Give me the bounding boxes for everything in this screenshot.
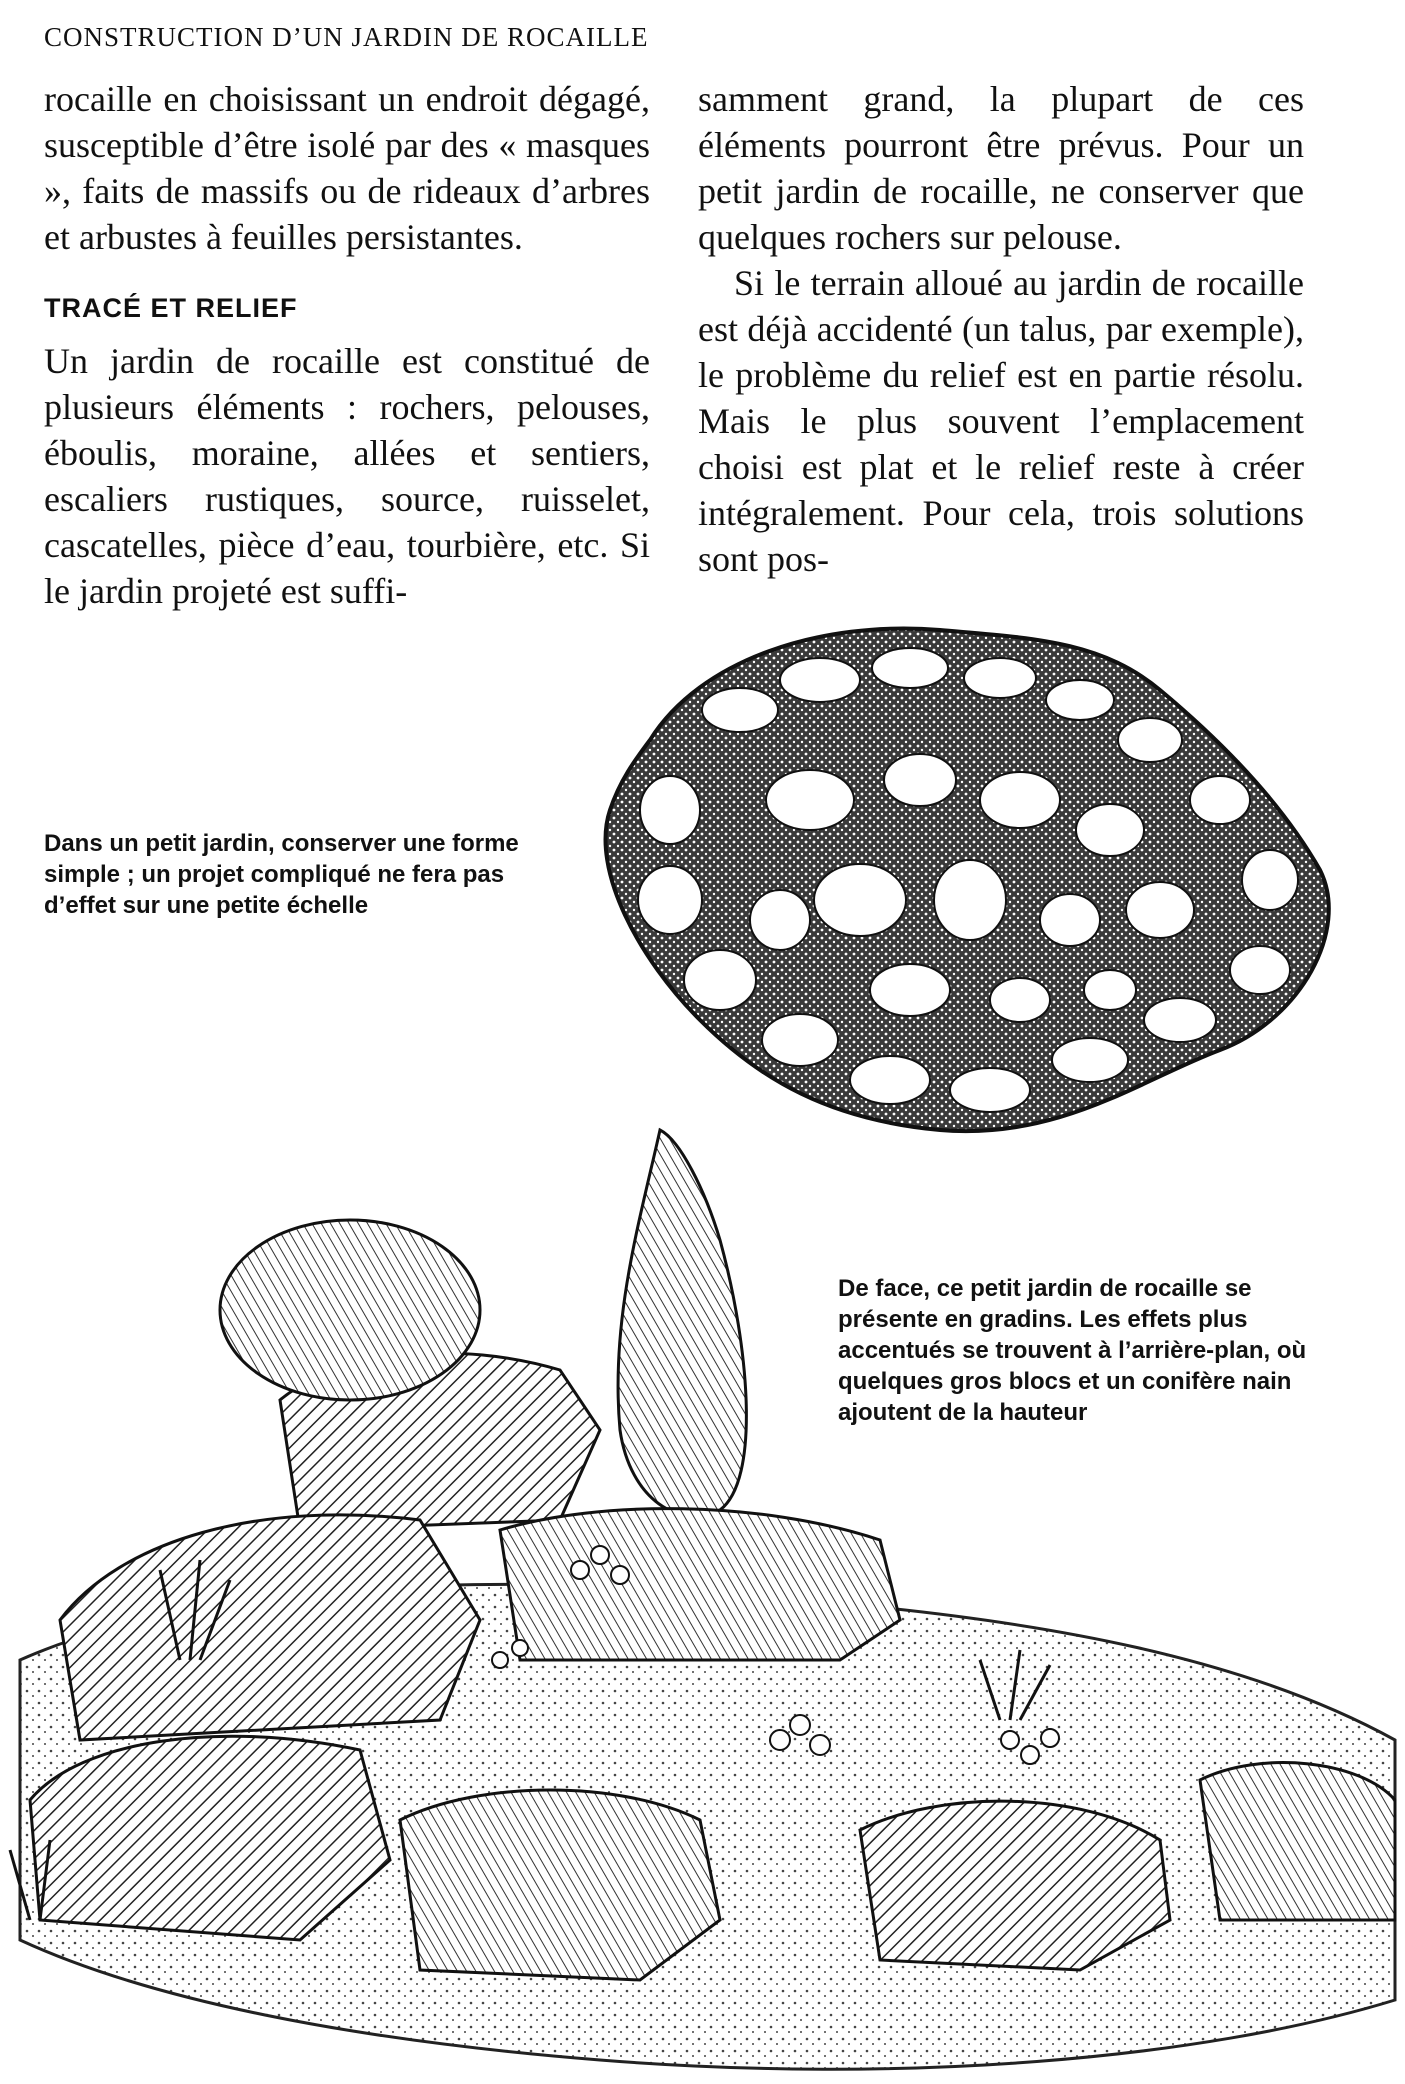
figure-caption-plan: Dans un petit jardin, conserver une forme simple ; un projet compliqué ne fera pas d’effet sur une petite échelle <box>44 830 519 919</box>
paragraph: rocaille en choisissant un endroit dégagé, susceptible d’être isolé par des « masques », faits de massifs ou de rideaux d’arbres et arbustes à feuilles persistantes. <box>44 79 650 257</box>
rock-garden-plan-illustration <box>580 600 1340 1160</box>
text-column-left <box>44 76 650 614</box>
paragraph: Si le terrain alloué au jardin de rocaille est déjà accidenté (un talus, par exemple), le problème du relief est en partie résolu. Mais le plus souvent l’emplacement choisi est plat et le relief reste à créer intégralement. Pour cela, trois solutions sont pos- <box>698 263 1304 579</box>
text-column-right <box>698 76 1304 582</box>
figure-caption-garden: De face, ce petit jardin de rocaille se présente en gradins. Les effets plus accentués se trouvent à l’arrière-plan, où quelques gros blocs et un conifère nain ajoutent de la hauteur <box>838 1275 1307 1426</box>
section-title: TRACÉ ET RELIEF <box>44 293 298 323</box>
rock-garden-front-illustration <box>0 1100 1405 2084</box>
running-title: CONSTRUCTION D’UN JARDIN DE ROCAILLE <box>44 22 649 52</box>
conifer-shape <box>618 1130 746 1516</box>
paragraph: samment grand, la plupart de ces éléments pourront être prévus. Pour un petit jardin de rocaille, ne conserver que quelques rochers sur pelouse. <box>698 79 1304 257</box>
paragraph: Un jardin de rocaille est constitué de plusieurs éléments : rochers, pelouses, éboulis, moraine, allées et sentiers, escaliers rustiques, source, ruisselet, cascatelles, pièce d’eau, tourbière, etc. Si le jardin projeté est suffi- <box>44 341 650 611</box>
